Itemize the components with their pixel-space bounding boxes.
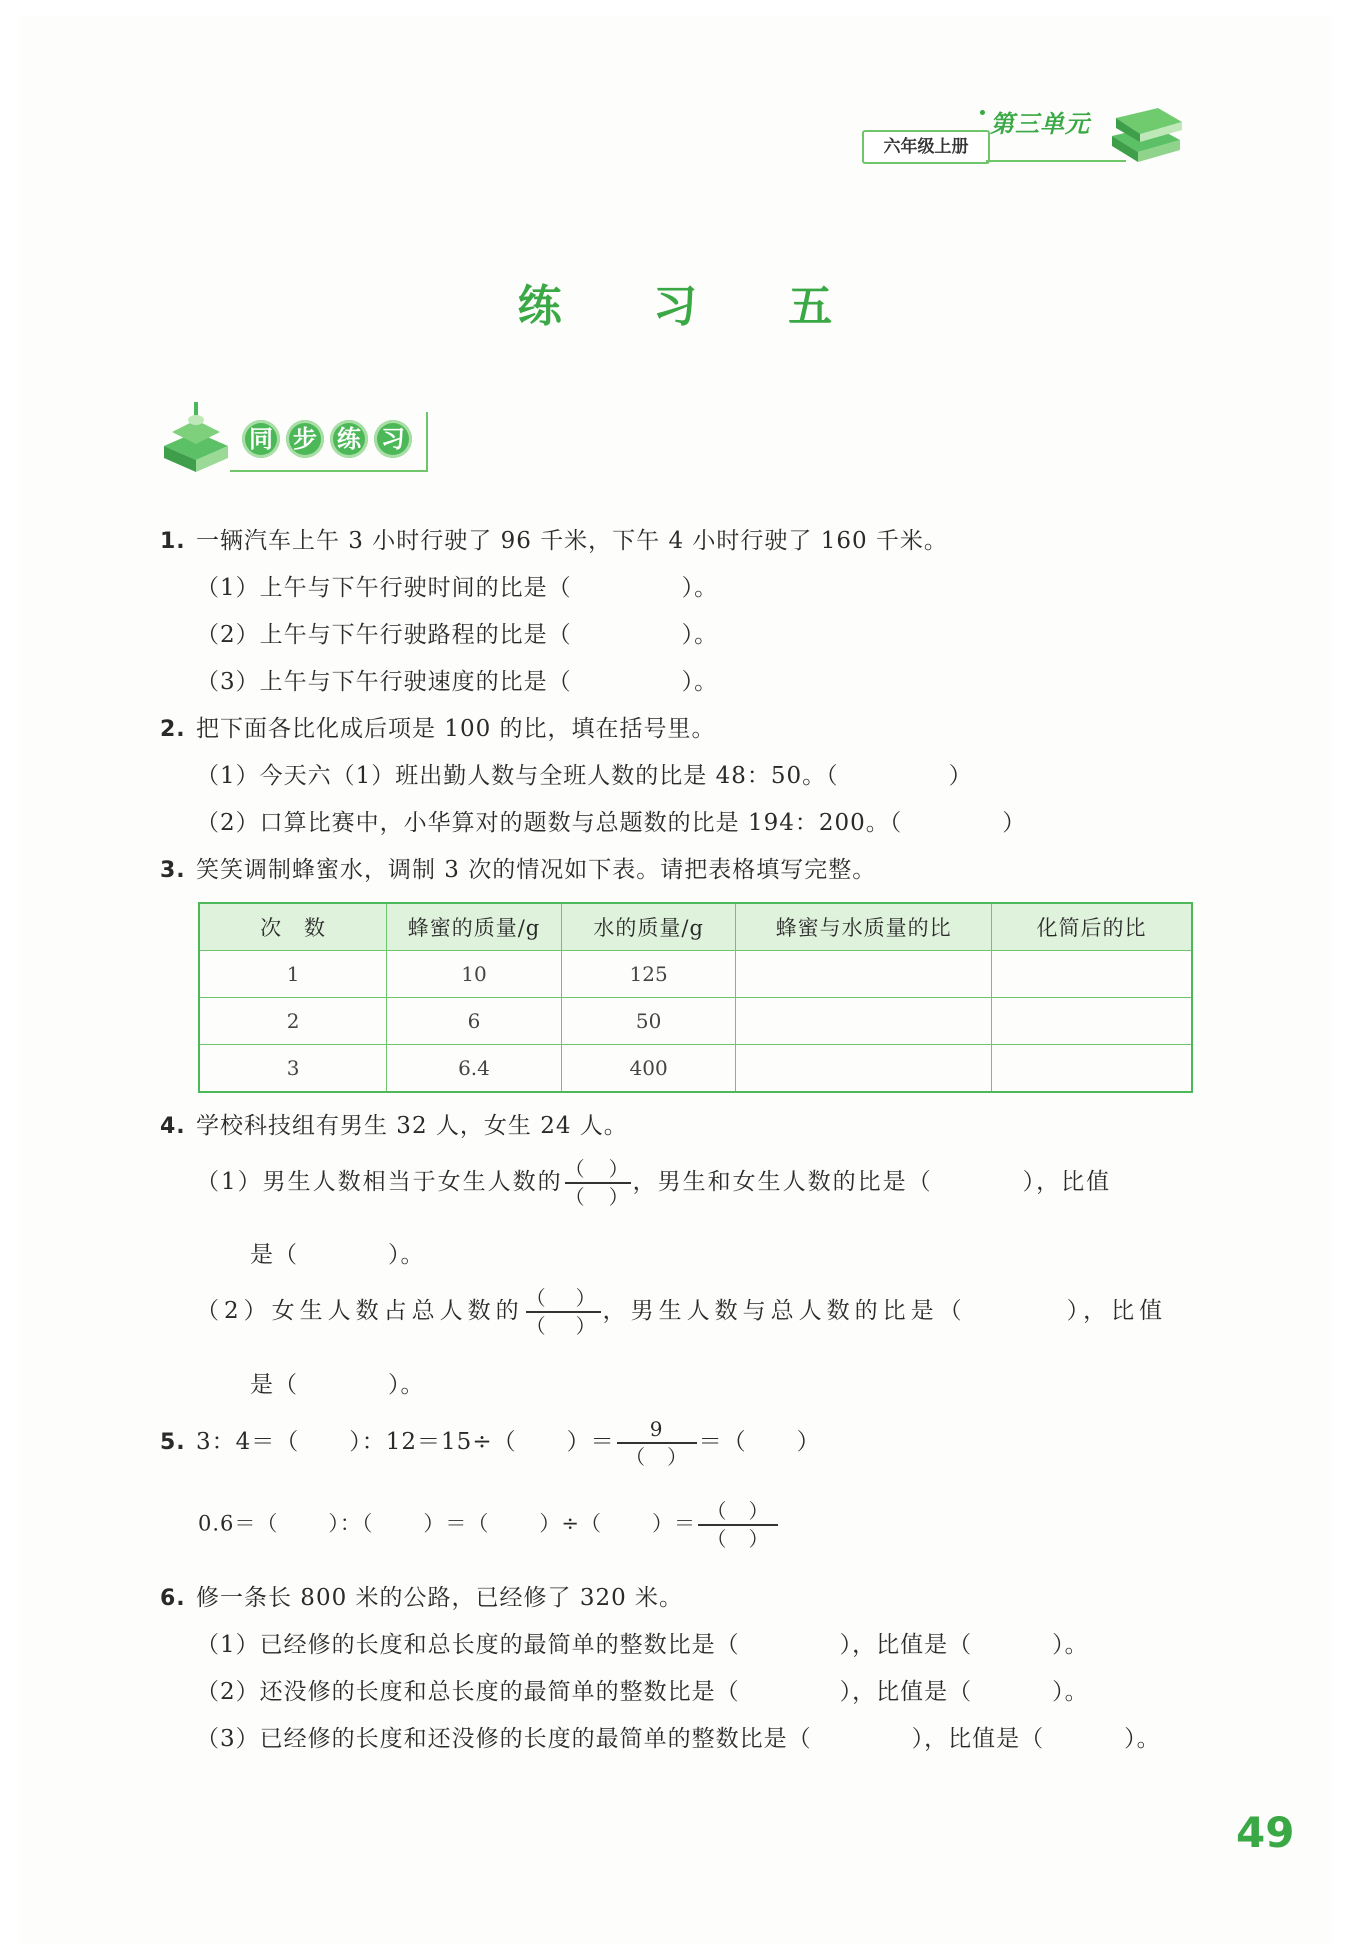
question-6-part-3: （3）已经修的长度和还没修的长度的最简单的整数比是（ ），比值是（ ）。 xyxy=(196,1726,1161,1752)
answer-cell[interactable] xyxy=(736,1045,991,1093)
table-row: 3 6.4 400 xyxy=(199,1045,1192,1093)
books-icon xyxy=(160,402,240,480)
question-1-part-3: （3）上午与下午行驶速度的比是（ ）。 xyxy=(196,669,719,695)
grade-label: 六年级上册 xyxy=(862,130,990,164)
unit-label: 第三单元 xyxy=(990,110,1090,138)
answer-cell[interactable] xyxy=(736,998,991,1045)
fraction-blank[interactable]: $\frac{( )}{( )}$ xyxy=(564,1157,631,1209)
fraction-blank[interactable]: $\frac{( )}{( )}$ xyxy=(525,1286,601,1338)
question-4-part-1: （1）男生人数相当于女生人数的 $\frac{( )}{( )}$ ，男生和女生人数的比是（ ），比值 xyxy=(196,1157,1112,1209)
table-header: 蜂蜜与水质量的比 xyxy=(736,903,991,951)
question-6-part-2: （2）还没修的长度和总长度的最简单的整数比是（ ），比值是（ ）。 xyxy=(196,1679,1089,1705)
question-2: 2. 把下面各比化成后项是 100 的比，填在括号里。 xyxy=(160,716,716,742)
question-1: 1. 一辆汽车上午 3 小时行驶了 96 千米，下午 4 小时行驶了 160 千米。 xyxy=(160,528,948,554)
page-number: 49 xyxy=(1236,1808,1295,1857)
question-4-part-2: （2）女生人数占总人数的 $\frac{( )}{( )}$ ，男生人数与总人数的比是（ ），比值 xyxy=(196,1286,1168,1338)
question-5-line-1: 5. 3：4＝（ ）：12＝15÷（ ）＝ $\frac{9}{( )}$ ＝（ ） xyxy=(160,1417,821,1469)
header-dot xyxy=(980,110,985,115)
question-6-part-1: （1）已经修的长度和总长度的最简单的整数比是（ ），比值是（ ）。 xyxy=(196,1632,1089,1658)
question-4-part-1-cont: 是（ ）。 xyxy=(250,1242,425,1268)
badge-char-1: 同 xyxy=(242,420,280,458)
table-row: 1 10 125 xyxy=(199,951,1192,998)
table-header: 水的质量/g xyxy=(561,903,736,951)
question-5-line-2: 0.6＝（ ）：（ ）＝（ ）÷（ ）＝ $\frac{( )}{( )}$ xyxy=(198,1498,780,1552)
exercise-title: 练 习 五 xyxy=(517,281,871,332)
header-underline xyxy=(986,160,1126,162)
badge-char-3: 练 xyxy=(330,420,368,458)
table-header: 次 数 xyxy=(199,903,387,951)
unit-header xyxy=(862,96,1192,176)
question-6: 6. 修一条长 800 米的公路，已经修了 320 米。 xyxy=(160,1585,684,1611)
badge-char-2: 步 xyxy=(286,420,324,458)
books-icon xyxy=(1106,96,1186,166)
question-3: 3. 笑笑调制蜂蜜水，调制 3 次的情况如下表。请把表格填写完整。 xyxy=(160,857,877,883)
question-4-part-2-cont: 是（ ）。 xyxy=(250,1372,425,1398)
section-badge xyxy=(160,402,430,480)
badge-char-4: 习 xyxy=(374,420,412,458)
table-header-row xyxy=(199,903,1192,951)
answer-cell[interactable] xyxy=(991,1045,1192,1093)
table-header: 化简后的比 xyxy=(991,903,1192,951)
table-row: 2 6 50 xyxy=(199,998,1192,1045)
question-4: 4. 学校科技组有男生 32 人，女生 24 人。 xyxy=(160,1113,628,1139)
question-1-part-1: （1）上午与下午行驶时间的比是（ ）。 xyxy=(196,575,719,601)
answer-cell[interactable] xyxy=(991,998,1192,1045)
answer-cell[interactable] xyxy=(736,951,991,998)
question-1-part-2: （2）上午与下午行驶路程的比是（ ）。 xyxy=(196,622,719,648)
fraction-blank[interactable]: $\frac{( )}{( )}$ xyxy=(698,1498,778,1552)
fraction-nine[interactable]: $\frac{9}{( )}$ xyxy=(617,1416,697,1470)
question-2-part-2: （2）口算比赛中，小华算对的题数与总题数的比是 194：200。（ ） xyxy=(196,810,1027,836)
table-header: 蜂蜜的质量/g xyxy=(387,903,562,951)
honey-water-table xyxy=(198,902,1193,1093)
answer-cell[interactable] xyxy=(991,951,1192,998)
question-2-part-1: （1）今天六（1）班出勤人数与全班人数的比是 48：50。（ ） xyxy=(196,763,973,789)
